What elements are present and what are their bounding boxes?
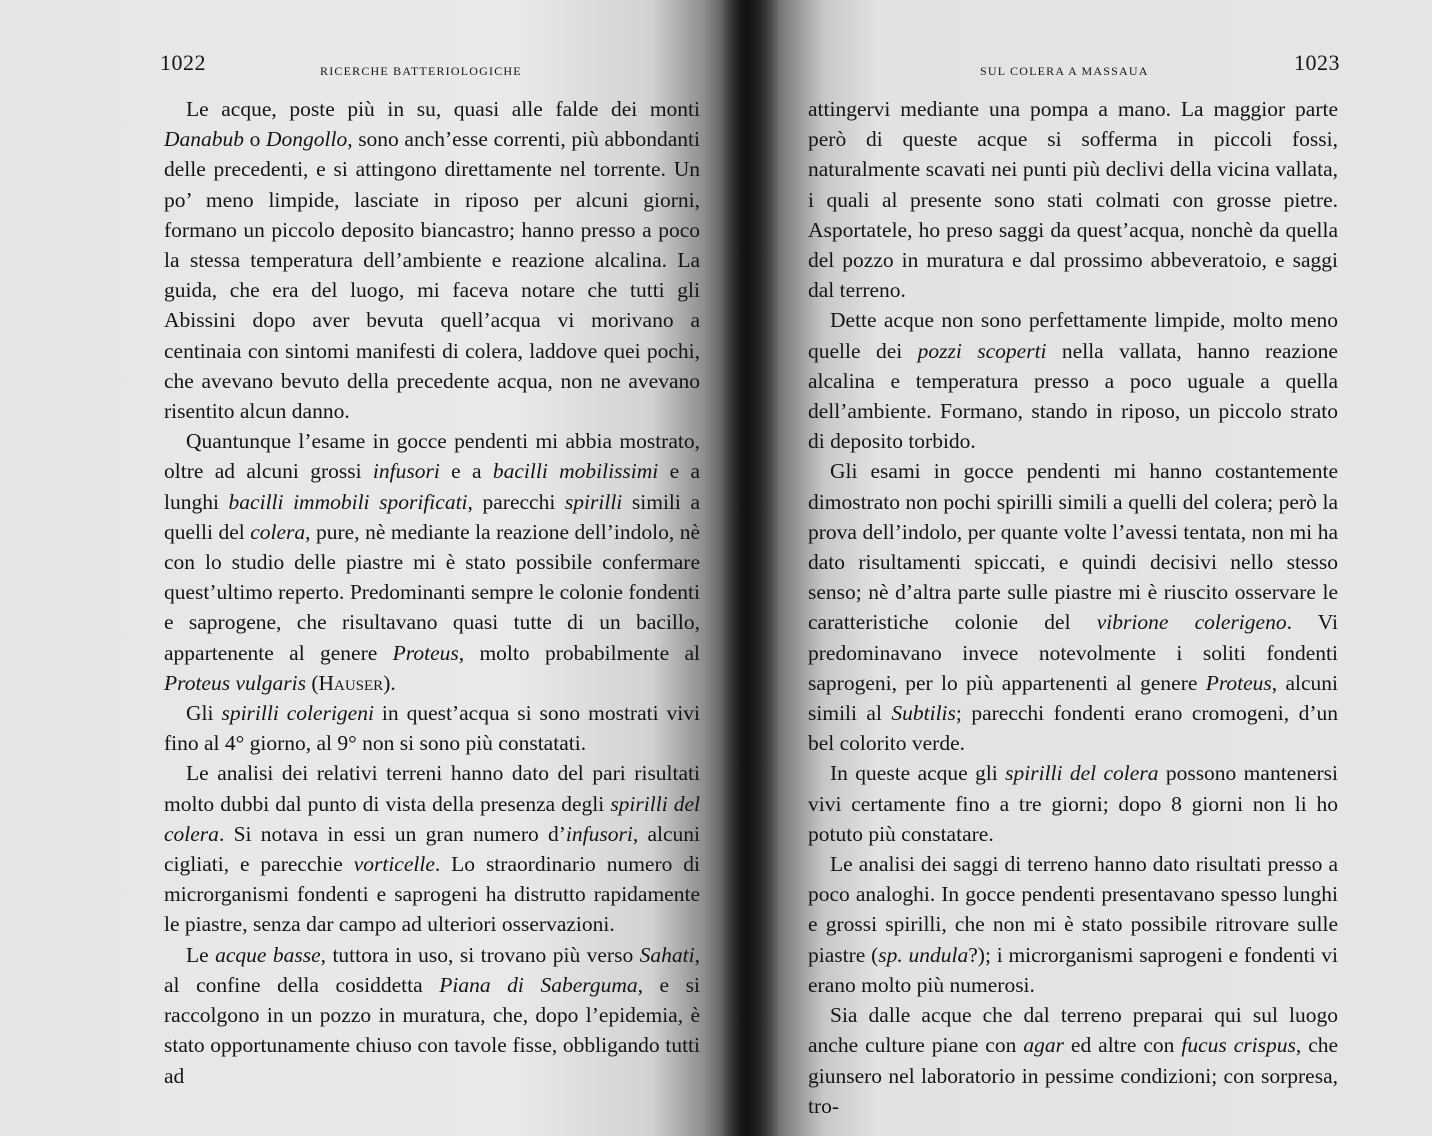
italic-text: vibrione colerigeno (1096, 610, 1287, 635)
right-page (740, 0, 1432, 1136)
page-number: 1022 (160, 50, 206, 75)
text-run: in quest’acqua si sono mostrati vivi fino al 4° giorno, al 9° non si sono più constatati. (164, 701, 700, 756)
italic-text: vorticelle (353, 852, 435, 877)
text-run: , alcuni simili al (808, 670, 1338, 726)
text-run: Le acque, poste più in su, quasi alle falde dei monti (186, 97, 700, 121)
text-run: . Lo straordinario numero di microrganismi fondenti e saprogeni ha distrutto rapidamente le piastre, senza dar campo ad ulteriori osservazioni. (164, 852, 700, 937)
text-run: nella vallata, hanno reazione alcalina e temperatura presso a poco uguale a quella dell’ambiente. Formano, stando in riposo, un piccolo strato di deposito torbido. (808, 338, 1338, 454)
text-run: Le analisi dei relativi terreni hanno dato del pari risultati molto dubbi dal punto di vista della presenza degli (164, 761, 700, 816)
text-run: Gli esami in gocce pendenti mi hanno costantemente dimostrato non pochi spirilli simili a quelli del colera; però la prova dell’indolo, per quante volte l’avessi tentata, non mi ha dato risultamenti spiccati, e quindi decisivi nello stesso senso; nè d’altra parte sulle piastre mi è riuscito osservare le caratteristiche colonie del (808, 459, 1338, 635)
text-run: o (244, 127, 266, 152)
left-page-body (164, 94, 700, 1091)
text-run: simili a quelli del (164, 489, 701, 544)
text-run: ; parecchi fondenti erano cromogeni, d’un bel colorito verde. (808, 701, 1339, 756)
text-run: In queste acque gli (830, 761, 1006, 786)
right-page-body (808, 94, 1338, 1121)
paragraph (164, 758, 700, 939)
paragraph (164, 940, 700, 1091)
italic-text: colera (250, 519, 306, 544)
italic-text: agar (1023, 1033, 1064, 1058)
text-run: , pure, nè mediante la reazione dell’indolo, nè con lo studio delle piastre mi è stato possibile confermare quest’ultimo reperto. Predominanti sempre le colonie fondenti e saprogene, che risultavano quasi tutte di un bacillo, appartenente al genere (164, 519, 700, 665)
paragraph (808, 305, 1338, 456)
paragraph (164, 426, 700, 698)
text-run: ?); i microrganismi saprogeni e fondenti vi erano molto più numerosi. (808, 942, 1339, 997)
paragraph (808, 849, 1338, 1000)
small-caps-text: Hauser (318, 670, 384, 695)
italic-text: Dongollo (265, 127, 348, 152)
italic-text: Proteus vulgaris (164, 670, 306, 695)
text-run: , alcuni cigliati, e parecchie (164, 821, 700, 877)
italic-text: spirilli del colera (164, 791, 700, 846)
italic-text: Subtilis (891, 701, 956, 726)
paragraph (808, 758, 1338, 849)
text-run: Gli (186, 701, 222, 726)
italic-text: infusori (565, 821, 633, 846)
text-run: . Vi predominavano invece notevolmente i soliti fondenti saprogeni, per lo più appartenenti al genere (808, 610, 1338, 695)
paragraph (808, 456, 1338, 758)
text-run: , molto probabilmente al (458, 640, 700, 665)
text-run: Quantunque l’esame in gocce pendenti mi abbia mostrato, oltre ad alcuni grossi (164, 429, 700, 484)
text-run: e a lunghi (164, 459, 701, 514)
text-run: Sia dalle acque che dal terreno preparai qui sul luogo anche culture piane con (808, 1003, 1338, 1058)
page-number: 1023 (1294, 50, 1340, 75)
text-run: ed altre con (1063, 1033, 1182, 1058)
italic-text: spirilli (564, 489, 623, 514)
italic-text: acque basse (215, 942, 321, 967)
text-run: e a (439, 459, 493, 484)
text-run: , e si raccolgono in un pozzo in muratura, che, dopo l’epidemia, è stato opportunamente chiuso con tavole fisse, obbligando tutti ad (164, 972, 701, 1088)
italic-text: bacilli immobili sporificati (228, 489, 468, 514)
text-run: Dette acque non sono perfettamente limpide, molto meno quelle dei (808, 308, 1338, 363)
italic-text: spirilli del colera (1005, 761, 1159, 786)
text-run: . Si notava in essi un gran numero d’ (218, 821, 566, 846)
paragraph (808, 1000, 1338, 1121)
text-run: , sono anch’esse correnti, più abbondanti delle precedenti, e si attingono direttamente nel torrente. Un po’ meno limpide, lasciate in riposo per alcuni giorni, formano un piccolo deposito biancastro; hanno presso a poco la stessa temperatura dell’ambiente e reazione alcalina. La guida, che era del luogo, mi faceva notare che tutti gli Abissini dopo aver bevuta quell’acqua vi morivano a centinaia con sintomi manifesti di colera, laddove quei pochi, che avevano bevuto della precedente acqua, non ne avevano risentito alcun danno. (164, 127, 700, 424)
text-run: Le (186, 942, 216, 967)
italic-text: sp. undula (878, 942, 969, 967)
text-run: , tuttora in uso, si trovano più verso (320, 942, 640, 967)
paragraph (164, 94, 700, 426)
text-run: possono mantenersi vivi certamente fino a tre giorni; dopo 8 giorni non li ho potuto più constatare. (808, 761, 1339, 846)
paragraph (164, 698, 700, 758)
italic-text: bacilli mobilissimi (492, 459, 659, 484)
italic-text: Proteus (1205, 670, 1272, 695)
text-run: , che giunsero nel laboratorio in pessime condizioni; con sorpresa, tro- (808, 1033, 1339, 1118)
italic-text: Proteus (392, 640, 459, 665)
italic-text: infusori (372, 459, 440, 484)
italic-text: Sahati (639, 942, 695, 967)
italic-text: pozzi scoperti (917, 338, 1047, 363)
running-head: SUL COLERA A MASSAUA (980, 64, 1149, 78)
text-run: Le analisi dei saggi di terreno hanno dato risultati presso a poco analoghi. In gocce pendenti presentavano spesso lunghi e grossi spirilli, che non mi è stato possibile ritrovare sulle piastre ( (808, 852, 1338, 967)
text-run: ). (383, 670, 396, 695)
text-run: , parecchi (467, 489, 565, 514)
paragraph (808, 94, 1338, 305)
italic-text: spirilli colerigeni (221, 701, 374, 726)
text-run: , al confine della cosiddetta (164, 942, 700, 997)
book-gutter-shadow (720, 0, 780, 1136)
text-run: attingervi mediante una pompa a mano. La maggior parte però di queste acque si sofferma in piccoli fossi, naturalmente scavati nei punti più declivi della vicina vallata, i quali al presente sono stati colmati con grosse pietre. Asportatele, ho preso saggi da quest’acqua, nonchè da quella del pozzo in muratura e dal prossimo abbeveratoio, e saggi dal terreno. (808, 97, 1338, 303)
italic-text: fucus crispus (1181, 1033, 1296, 1058)
italic-text: Danabub (164, 127, 245, 152)
text-run: ( (305, 670, 319, 695)
italic-text: Piana di Saberguma (439, 972, 638, 997)
running-head: RICERCHE BATTERIOLOGICHE (320, 64, 522, 78)
